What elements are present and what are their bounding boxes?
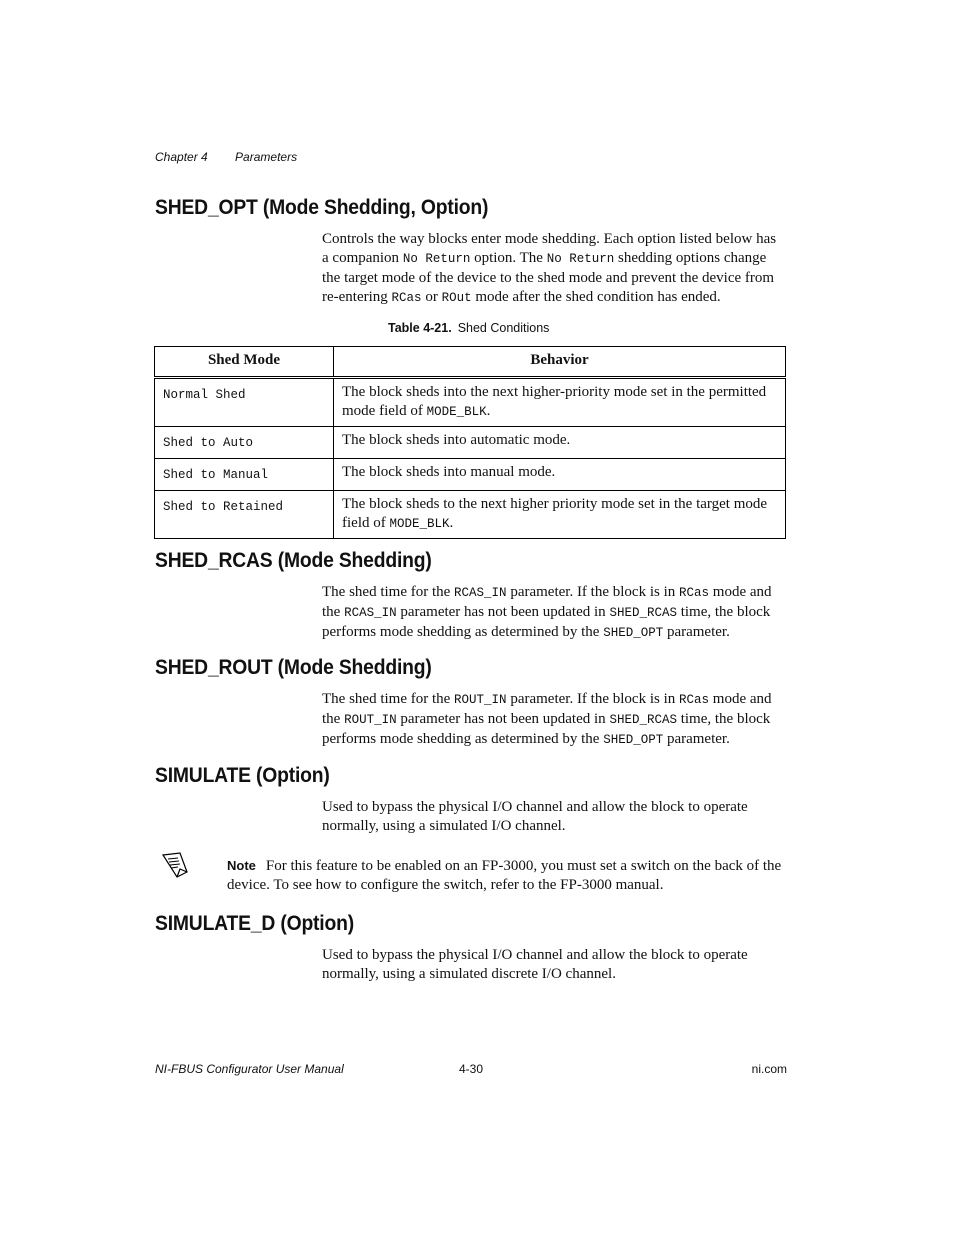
heading-shed-rcas: SHED_RCAS (Mode Shedding) xyxy=(155,549,432,572)
heading-simulate: SIMULATE (Option) xyxy=(155,764,330,787)
behavior-cell: The block sheds into manual mode. xyxy=(334,459,786,491)
paragraph-shed-rcas: The shed time for the RCAS_IN parameter. If the block is in RCas mode and the RCAS_IN parameter has not been updated in SHED_RCAS time, the block performs mode shedding as determined by the SHED_OPT parameter. xyxy=(322,584,772,640)
table-caption xyxy=(388,321,549,335)
website-link[interactable]: ni.com xyxy=(751,1062,787,1076)
heading-simulate-d: SIMULATE_D (Option) xyxy=(155,912,354,935)
paragraph-shed-rout: The shed time for the ROUT_IN parameter. If the block is in RCas mode and the ROUT_IN parameter has not been updated in SHED_RCAS time, the block performs mode shedding as determined by the SHED_OPT parameter. xyxy=(322,691,772,747)
column-header-shed-mode: Shed Mode xyxy=(155,347,334,378)
page-header xyxy=(155,150,297,164)
column-header-behavior: Behavior xyxy=(334,347,786,378)
paragraph-simulate: Used to bypass the physical I/O channel and allow the block to operate normally, using a simulated I/O channel. xyxy=(322,799,748,834)
paragraph-shed-opt: Controls the way blocks enter mode shedding. Each option listed below has a companion No Return option. The No Return shedding options change the target mode of the device to the shed mode and prevent the device from re-entering RCas or ROut mode after the shed condition has ended. xyxy=(322,231,777,305)
table-caption-label: Table 4-21. xyxy=(388,321,452,335)
shed-mode-cell: Normal Shed xyxy=(163,388,246,402)
table-row xyxy=(155,491,786,539)
table-caption-title: Shed Conditions xyxy=(457,321,550,335)
note-icon xyxy=(160,850,190,880)
chapter-label: Chapter 4 xyxy=(155,150,208,164)
heading-shed-rout: SHED_ROUT (Mode Shedding) xyxy=(155,656,432,679)
shed-mode-cell: Shed to Retained xyxy=(163,500,284,514)
shed-mode-cell: Shed to Auto xyxy=(163,436,254,450)
shed-conditions-table xyxy=(154,346,786,539)
behavior-cell: The block sheds into the next higher-priority mode set in the permitted mode field of MODE_BLK. xyxy=(334,378,786,427)
page-number: 4-30 xyxy=(459,1062,484,1076)
table-row xyxy=(155,378,786,427)
heading-shed-opt: SHED_OPT (Mode Shedding, Option) xyxy=(155,196,489,219)
note-text: For this feature to be enabled on an FP-3000, you must set a switch on the back of the device. To see how to configure the switch, refer to the FP-3000 manual. xyxy=(227,858,782,893)
table-row xyxy=(155,427,786,459)
manual-title: NI-FBUS Configurator User Manual xyxy=(155,1062,344,1076)
table-header-row xyxy=(155,347,786,378)
behavior-cell: The block sheds to the next higher priority mode set in the target mode field of MODE_BLK. xyxy=(334,491,786,539)
shed-mode-cell: Shed to Manual xyxy=(163,468,269,482)
paragraph-simulate-d: Used to bypass the physical I/O channel and allow the block to operate normally, using a simulated discrete I/O channel. xyxy=(322,947,748,982)
behavior-cell: The block sheds into automatic mode. xyxy=(334,427,786,459)
note-paragraph xyxy=(227,856,787,895)
chapter-title: Parameters xyxy=(235,150,298,164)
table-row xyxy=(155,459,786,491)
note-label: Note xyxy=(227,858,256,873)
